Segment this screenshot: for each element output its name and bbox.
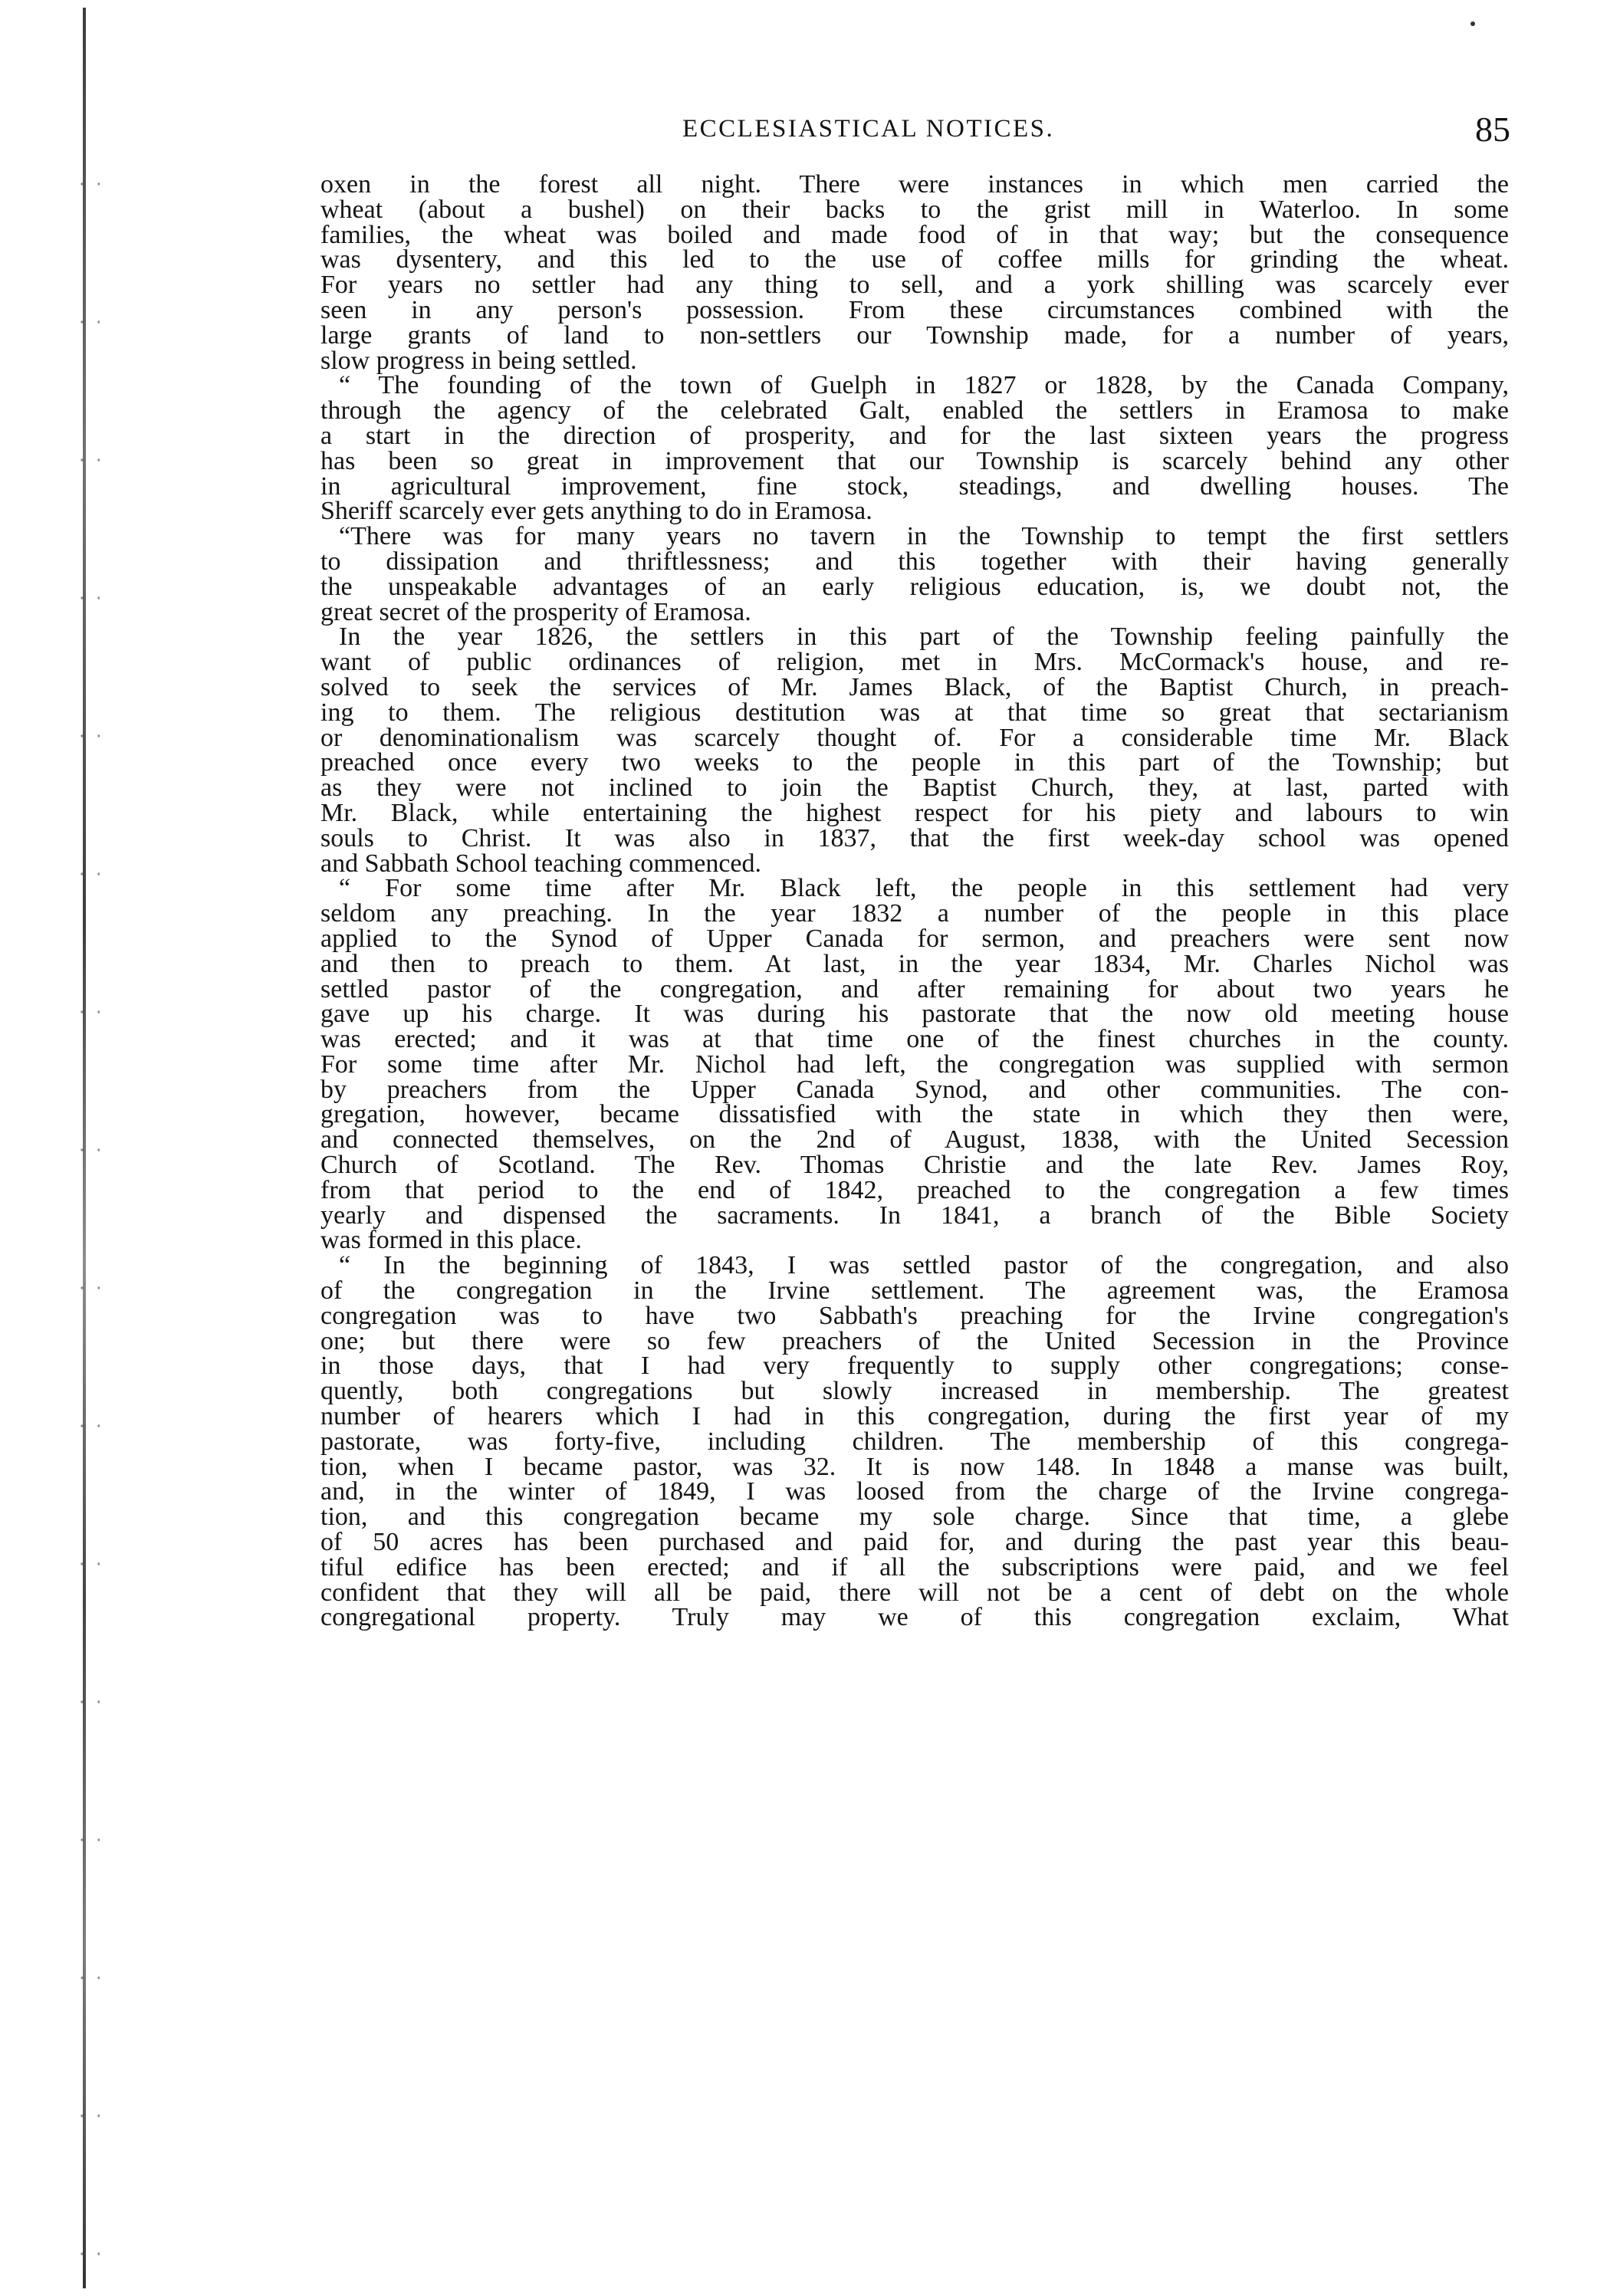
text-line: congregational property. Truly may we of this congregation exclaim, What	[320, 1603, 1509, 1632]
text-line: oxen in the forest all night. There were instances in which men carried the	[320, 170, 1509, 199]
scan-marks	[69, 115, 100, 2262]
text-line: pastorate, was forty-five, including children. The membership of this congrega-	[320, 1427, 1509, 1456]
text-line: was formed in this place.	[320, 1226, 582, 1255]
text-line: in agricultural improvement, fine stock, steadings, and dwelling houses. The	[320, 471, 1509, 501]
text-line: and Sabbath School teaching commenced.	[320, 849, 761, 878]
text-line: has been so great in improvement that our Township is scarcely behind any other	[320, 446, 1509, 475]
text-line: souls to Christ. It was also in 1837, that the first week-day school was opened	[320, 823, 1509, 852]
text-line: tion, when I became pastor, was 32. It is now 148. In 1848 a manse was built,	[320, 1452, 1509, 1481]
text-line: in those days, that I had very frequently to supply other congregations; conse-	[320, 1352, 1509, 1381]
text-line: preached once every two weeks to the people in this part of the Township; but	[320, 748, 1509, 777]
text-line: Sheriff scarcely ever gets anything to do in Eramosa.	[320, 497, 872, 526]
text-line: through the agency of the celebrated Galt, enabled the settlers in Eramosa to make	[320, 396, 1509, 425]
text-line: “There was for many years no tavern in the Township to tempt the first settlers	[339, 522, 1509, 551]
text-line: large grants of land to non-settlers our Township made, for a number of years,	[320, 320, 1509, 350]
text-line: In the year 1826, the settlers in this part of the Township feeling painfully the	[339, 622, 1509, 652]
text-line: For years no settler had any thing to sell, and a york shilling was scarcely ever	[320, 271, 1509, 300]
text-line: tiful edifice has been erected; and if all the subscriptions were paid, and we feel	[320, 1552, 1509, 1582]
text-line: wheat (about a bushel) on their backs to the grist mill in Waterloo. In some	[320, 195, 1509, 224]
text-line: For some time after Mr. Nichol had left, the congregation was supplied with sermon	[320, 1049, 1509, 1079]
scan-dot	[1470, 21, 1475, 26]
text-line: yearly and dispensed the sacraments. In 1841, a branch of the Bible Society	[320, 1201, 1509, 1230]
text-line: seen in any person's possession. From these circumstances combined with the	[320, 295, 1509, 324]
text-line: or denominationalism was scarcely thought of. For a considerable time Mr. Black	[320, 723, 1509, 752]
text-line: “ In the beginning of 1843, I was settled pastor of the congregation, and also	[339, 1251, 1509, 1280]
text-line: gregation, however, became dissatisfied with the state in which they then were,	[320, 1100, 1509, 1129]
page-number: 85	[1475, 110, 1510, 149]
text-line: congregation was to have two Sabbath's preaching for the Irvine congregation's	[320, 1301, 1509, 1330]
text-line: slow progress in being settled.	[320, 346, 637, 375]
text-line: “ The founding of the town of Guelph in 1827 or 1828, by the Canada Company,	[339, 371, 1509, 400]
text-line: settled pastor of the congregation, and after remaining for about two years he	[320, 974, 1509, 1003]
text-line: confident that they will all be paid, there will not be a cent of debt on the whole	[320, 1578, 1509, 1607]
text-line: great secret of the prosperity of Eramosa.	[320, 597, 751, 626]
text-line: applied to the Synod of Upper Canada for sermon, and preachers were sent now	[320, 924, 1509, 953]
text-line: ing to them. The religious destitution was at that time so great that sectarianism	[320, 698, 1509, 727]
text-line: “ For some time after Mr. Black left, the people in this settlement had very	[339, 874, 1509, 903]
running-head: ECCLESIASTICAL NOTICES.	[682, 115, 1055, 143]
text-line: was erected; and it was at that time one of the finest churches in the county.	[320, 1025, 1509, 1054]
text-line: and connected themselves, on the 2nd of August, 1838, with the United Secession	[320, 1125, 1509, 1155]
text-line: from that period to the end of 1842, preached to the congregation a few times	[320, 1175, 1509, 1204]
text-line: and, in the winter of 1849, I was loosed from the charge of the Irvine congrega-	[320, 1477, 1509, 1506]
text-line: a start in the direction of prosperity, and for the last sixteen years the progress	[320, 421, 1509, 450]
text-line: families, the wheat was boiled and made food of in that way; but the consequence	[320, 220, 1509, 249]
text-line: want of public ordinances of religion, met in Mrs. McCormack's house, and re-	[320, 648, 1509, 677]
text-line: Church of Scotland. The Rev. Thomas Christie and the late Rev. James Roy,	[320, 1151, 1509, 1180]
text-line: to dissipation and thriftlessness; and this together with their having generally	[320, 547, 1509, 576]
text-line: Mr. Black, while entertaining the highest respect for his piety and labours to win	[320, 798, 1509, 827]
text-line: one; but there were so few preachers of the United Secession in the Province	[320, 1326, 1509, 1355]
text-line: the unspeakable advantages of an early religious education, is, we doubt not, the	[320, 572, 1509, 601]
text-line: tion, and this congregation became my sole charge. Since that time, a glebe	[320, 1503, 1509, 1532]
text-line: and then to preach to them. At last, in the year 1834, Mr. Charles Nichol was	[320, 949, 1509, 978]
text-line: seldom any preaching. In the year 1832 a number of the people in this place	[320, 899, 1509, 928]
text-line: was dysentery, and this led to the use of coffee mills for grinding the wheat.	[320, 245, 1509, 274]
text-line: quently, both congregations but slowly increased in membership. The greatest	[320, 1377, 1509, 1406]
page-header	[322, 110, 1510, 153]
text-line: by preachers from the Upper Canada Synod, and other communities. The con-	[320, 1075, 1509, 1104]
body-text	[320, 172, 1509, 1631]
text-line: gave up his charge. It was during his pastorate that the now old meeting house	[320, 1000, 1509, 1029]
text-line: number of hearers which I had in this congregation, during the first year of my	[320, 1402, 1509, 1431]
text-line: of the congregation in the Irvine settlement. The agreement was, the Eramosa	[320, 1276, 1509, 1306]
text-line: solved to seek the services of Mr. James Black, of the Baptist Church, in preach-	[320, 672, 1509, 701]
text-line: as they were not inclined to join the Baptist Church, they, at last, parted with	[320, 774, 1509, 803]
text-line: of 50 acres has been purchased and paid for, and during the past year this beau-	[320, 1528, 1509, 1557]
